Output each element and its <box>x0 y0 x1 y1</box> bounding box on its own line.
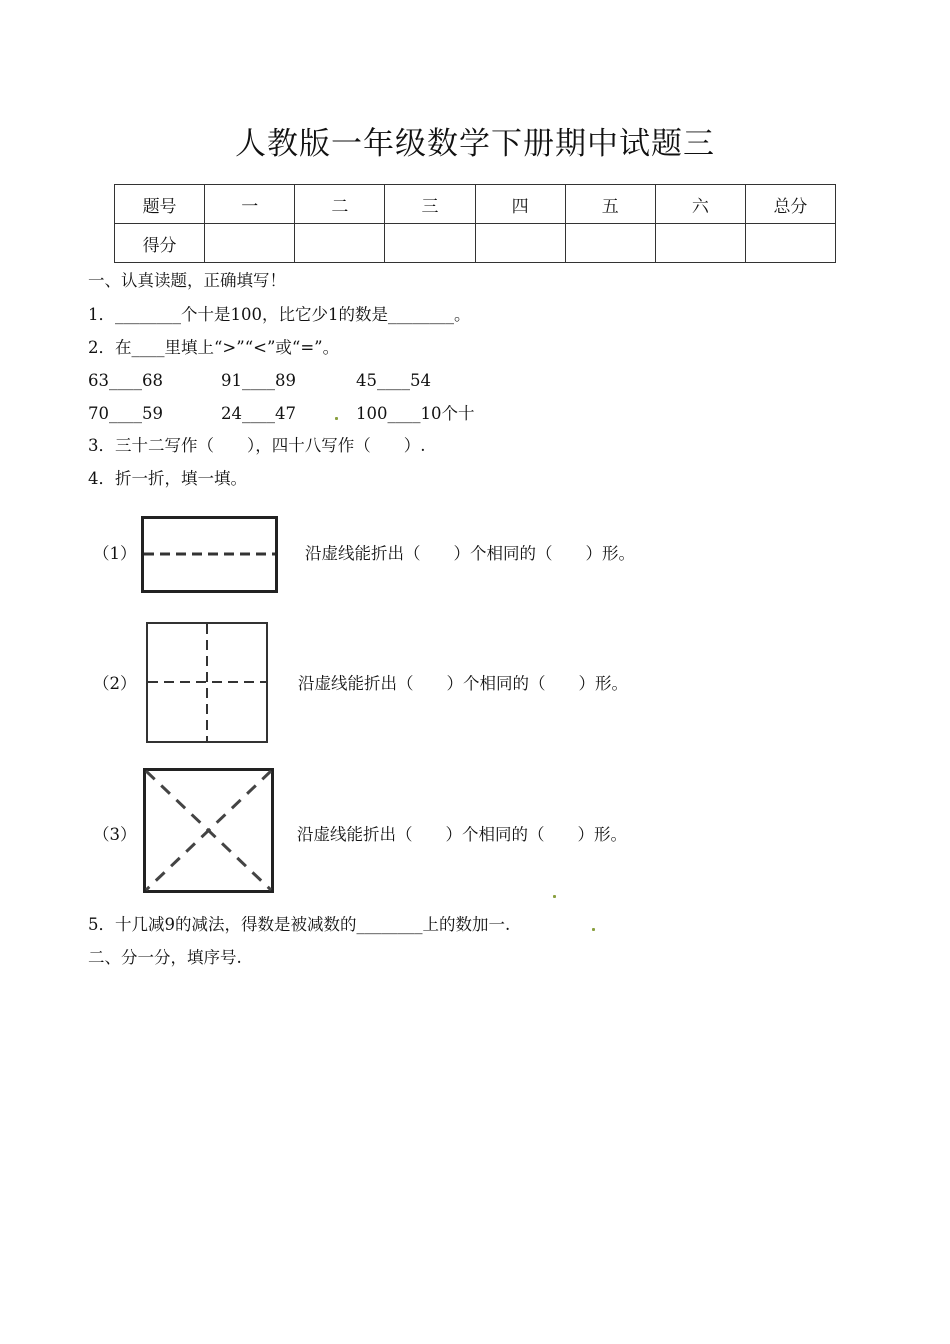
figure-1-label: （1） <box>93 544 137 563</box>
compare-item: 45____54 <box>356 371 431 390</box>
square-diagonal-fold-figure <box>143 768 274 893</box>
figure-3-text: 沿虚线能折出（ ）个相同的（ ）形。 <box>297 825 627 844</box>
question-4: 4．折一折，填一填。 <box>88 469 247 488</box>
score-cell[interactable] <box>565 224 655 263</box>
score-header-cell: 三 <box>385 185 475 224</box>
score-table-header-row <box>115 185 836 224</box>
question-3: 3．三十二写作（ ），四十八写作（ ）. <box>88 436 426 455</box>
score-cell[interactable] <box>745 224 835 263</box>
figure-2-text: 沿虚线能折出（ ）个相同的（ ）形。 <box>298 674 628 693</box>
score-header-cell: 五 <box>565 185 655 224</box>
speck <box>592 928 595 931</box>
score-table-score-row <box>115 224 836 263</box>
question-1: 1．________个十是100，比它少1的数是________。 <box>88 305 471 324</box>
figure-1-text: 沿虚线能折出（ ）个相同的（ ）形。 <box>305 544 635 563</box>
figure-2-label: （2） <box>93 674 137 693</box>
rectangle-fold-figure <box>141 516 279 594</box>
compare-item: 24____47 <box>221 404 296 423</box>
score-header-cell: 题号 <box>115 185 205 224</box>
score-header-cell: 六 <box>655 185 745 224</box>
score-header-cell: 四 <box>475 185 565 224</box>
section2-heading: 二、分一分，填序号. <box>88 948 242 967</box>
score-cell[interactable] <box>385 224 475 263</box>
score-cell[interactable] <box>295 224 385 263</box>
score-table <box>114 184 836 263</box>
score-header-cell: 二 <box>295 185 385 224</box>
speck <box>553 895 556 898</box>
score-cell[interactable] <box>655 224 745 263</box>
score-header-cell: 总分 <box>745 185 835 224</box>
figure-3-label: （3） <box>93 825 137 844</box>
score-cell[interactable] <box>205 224 295 263</box>
compare-item: 63____68 <box>88 371 163 390</box>
question-2: 2．在____里填上“>”“<”或“=”。 <box>88 338 340 357</box>
compare-item: 70____59 <box>88 404 163 423</box>
square-cross-fold-figure <box>146 622 268 743</box>
compare-item: 91____89 <box>221 371 296 390</box>
compare-item: 100____10个十 <box>356 404 475 423</box>
score-row-label: 得分 <box>115 224 205 263</box>
section1-heading: 一、认真读题，正确填写！ <box>88 271 286 290</box>
score-cell[interactable] <box>475 224 565 263</box>
page-title: 人教版一年级数学下册期中试题三 <box>235 126 715 162</box>
speck <box>335 417 338 420</box>
question-5: 5．十几减9的减法，得数是被减数的________上的数加一. <box>88 915 511 934</box>
score-header-cell: 一 <box>205 185 295 224</box>
